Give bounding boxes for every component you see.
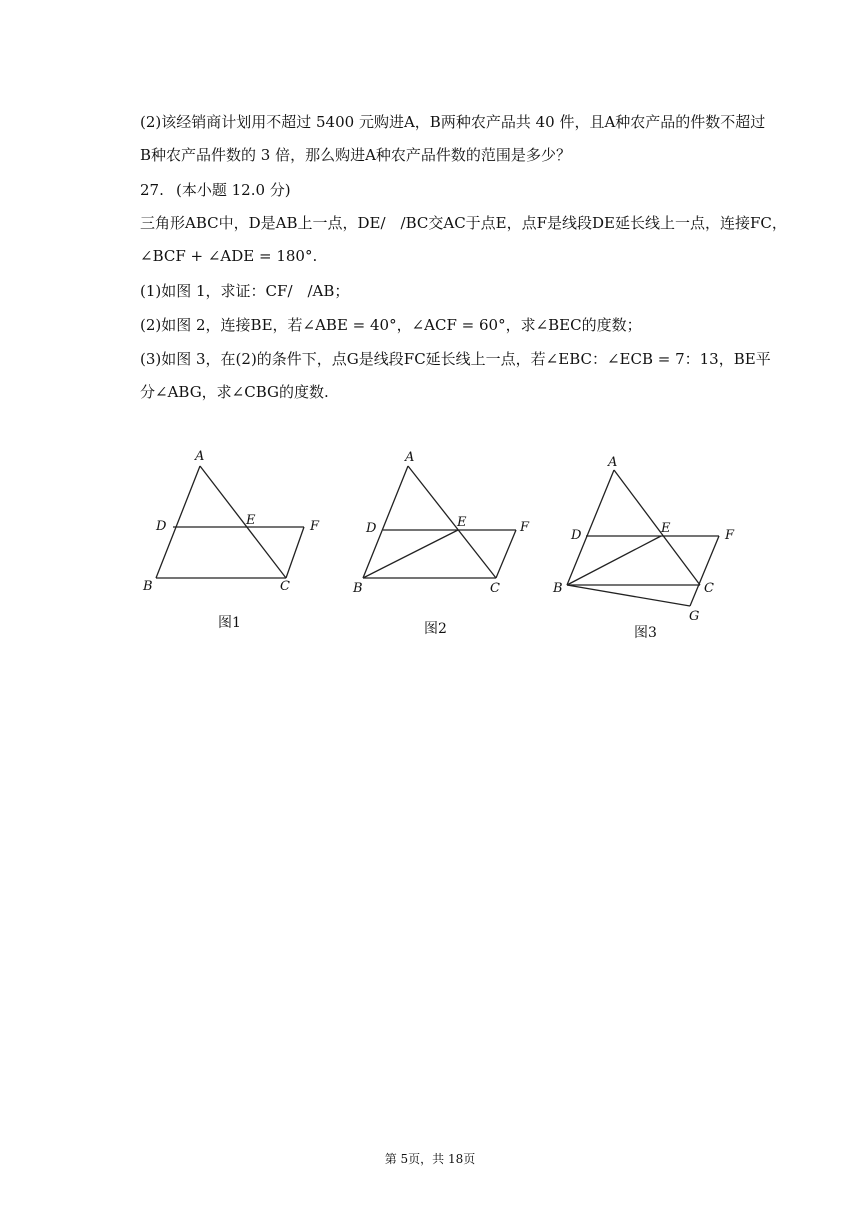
fig2-label-D: D xyxy=(366,521,377,536)
question-27-stem-line1: 三角形ABC中，D是AB上一点，DE/ /BC交AC于点E，点F是线段DE延长线上一点，连接FC， xyxy=(140,214,787,232)
fig3-segment-AC xyxy=(614,470,700,585)
fig3-label-G: G xyxy=(689,609,700,624)
fig2-segment-BE xyxy=(363,530,458,578)
question-27-sub1: (1)如图 1，求证：CF/ /AB； xyxy=(140,282,350,300)
fig3-label-A: A xyxy=(608,455,618,470)
fig1-label-F: F xyxy=(310,519,320,534)
fig2-label-B: B xyxy=(353,581,363,596)
question-score: (本小题 12.0 分) xyxy=(176,181,291,199)
figure-2-caption: 图2 xyxy=(424,621,447,637)
question-number: 27. xyxy=(140,181,164,199)
fig2-label-C: C xyxy=(490,581,500,596)
fig3-label-B: B xyxy=(553,581,563,596)
fig2-label-F: F xyxy=(520,520,530,535)
fig1-label-B: B xyxy=(143,579,153,594)
figure-3-caption: 图3 xyxy=(634,625,657,641)
fig2-label-A: A xyxy=(405,450,415,465)
fig3-segment-BE xyxy=(567,536,661,585)
fig3-label-C: C xyxy=(704,581,714,596)
question-27-sub2: (2)如图 2，连接BE，若∠ABE = 40°，∠ACF = 60°，求∠BEC的度数； xyxy=(140,316,642,334)
fig1-label-D: D xyxy=(156,519,167,534)
fig2-segment-FC xyxy=(496,530,516,578)
fig3-label-E: E xyxy=(661,521,671,536)
fig1-label-C: C xyxy=(280,579,290,594)
page-footer: 第 5页，共 18页 xyxy=(384,1152,476,1166)
fig3-segment-BG xyxy=(567,585,690,606)
fig3-label-F: F xyxy=(725,528,735,543)
question-27-sub3-line2: 分∠ABG，求∠CBG的度数. xyxy=(140,383,329,401)
fig2-segment-AC xyxy=(408,466,496,578)
figure-1-caption: 图1 xyxy=(218,615,241,631)
fig1-label-A: A xyxy=(195,449,205,464)
question-27-sub3-line1: (3)如图 3，在(2)的条件下，点G是线段FC延长线上一点，若∠EBC：∠ECB = 7：13，BE平 xyxy=(140,350,771,368)
question-26-part2-line1: (2)该经销商计划用不超过 5400 元购进A，B两种农产品共 40 件，且A种农产品的件数不超过 xyxy=(140,113,766,131)
fig1-label-E: E xyxy=(246,513,256,528)
fig3-label-D: D xyxy=(571,528,582,543)
fig1-segment-FC xyxy=(286,527,304,578)
fig2-label-E: E xyxy=(457,515,467,530)
fig1-segment-AC xyxy=(200,466,286,578)
question-27-stem-line2: ∠BCF + ∠ADE = 180°. xyxy=(140,247,318,265)
question-26-part2-line2: B种农产品件数的 3 倍，那么购进A种农产品件数的范围是多少？ xyxy=(140,146,571,164)
